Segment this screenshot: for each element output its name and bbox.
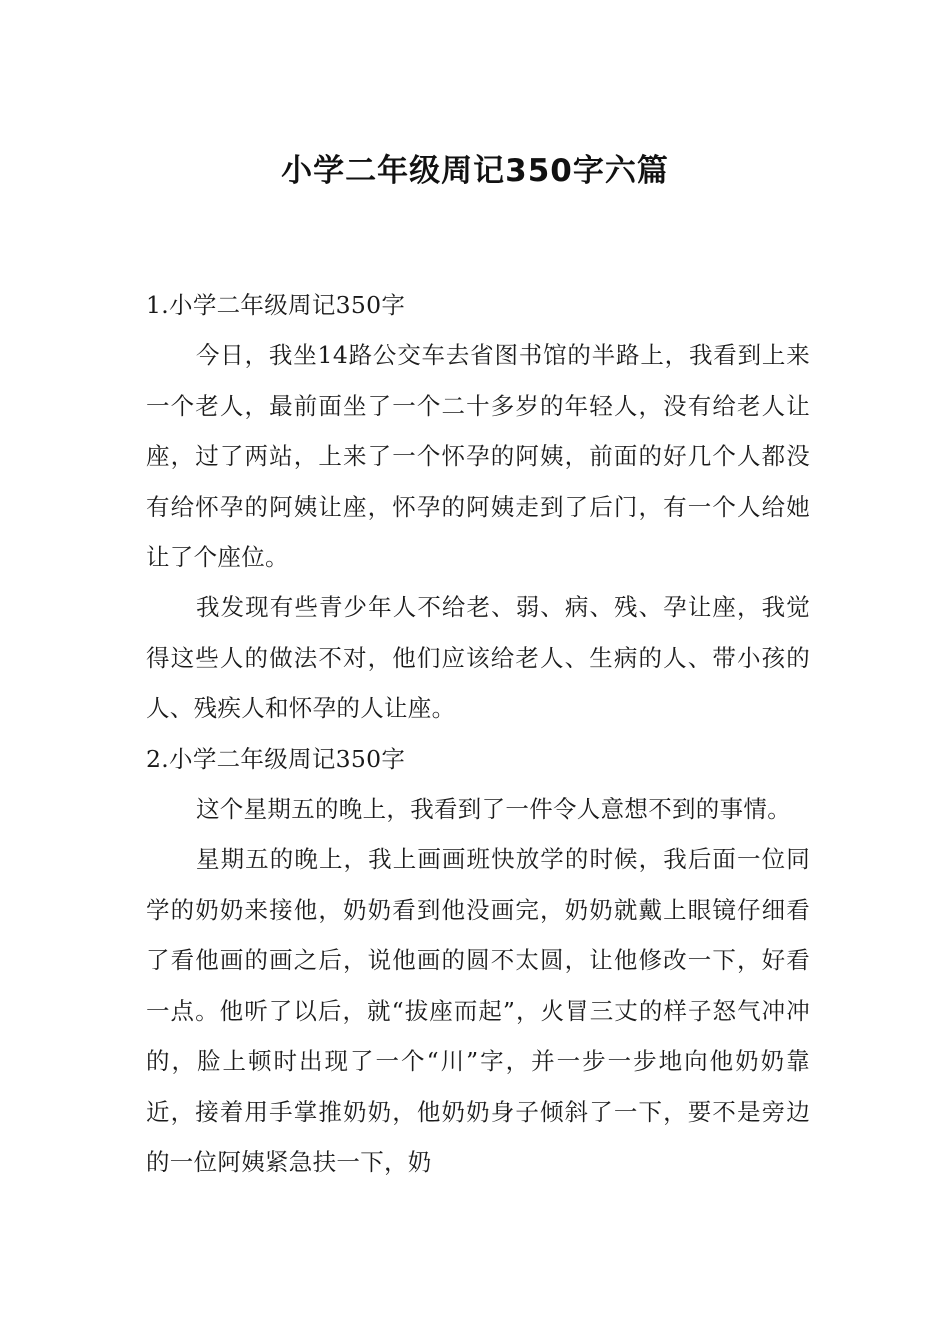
paragraph: 我发现有些青少年人不给老、弱、病、残、孕让座，我觉得这些人的做法不对，他们应该给老人、生病的人、带小孩的人、残疾人和怀孕的人让座。 [146,593,810,723]
paragraph: 这个星期五的晚上，我看到了一件令人意想不到的事情。 [196,795,791,824]
page-title: 小学二年级周记350字六篇 [281,152,669,189]
document-body [146,280,810,1187]
section-heading-1: 1.小学二年级周记350字 [146,291,406,319]
paragraph: 星期五的晚上，我上画画班快放学的时候，我后面一位同学的奶奶来接他，奶奶看到他没画完，奶奶就戴上眼镜仔细看了看他画的画之后，说他画的圆不太圆，让他修改一下，好看一点。他听了以后，就“拔座而起”，火冒三丈的样子怒气冲冲的，脸上顿时出现了一个“川”字，并一步一步地向他奶奶靠近，接着用手掌推奶奶，他奶奶身子倾斜了一下，要不是旁边的一位阿姨紧急扶一下，奶 [146,845,810,1176]
section-heading-2: 2.小学二年级周记350字 [146,744,406,773]
paragraph: 今日，我坐14路公交车去省图书馆的半路上，我看到上来一个老人，最前面坐了一个二十多岁的年轻人，没有给老人让座，过了两站，上来了一个怀孕的阿姨，前面的好几个人都没有给怀孕的阿姨让座，怀孕的阿姨走到了后门，有一个人给她让了个座位。 [146,341,810,572]
